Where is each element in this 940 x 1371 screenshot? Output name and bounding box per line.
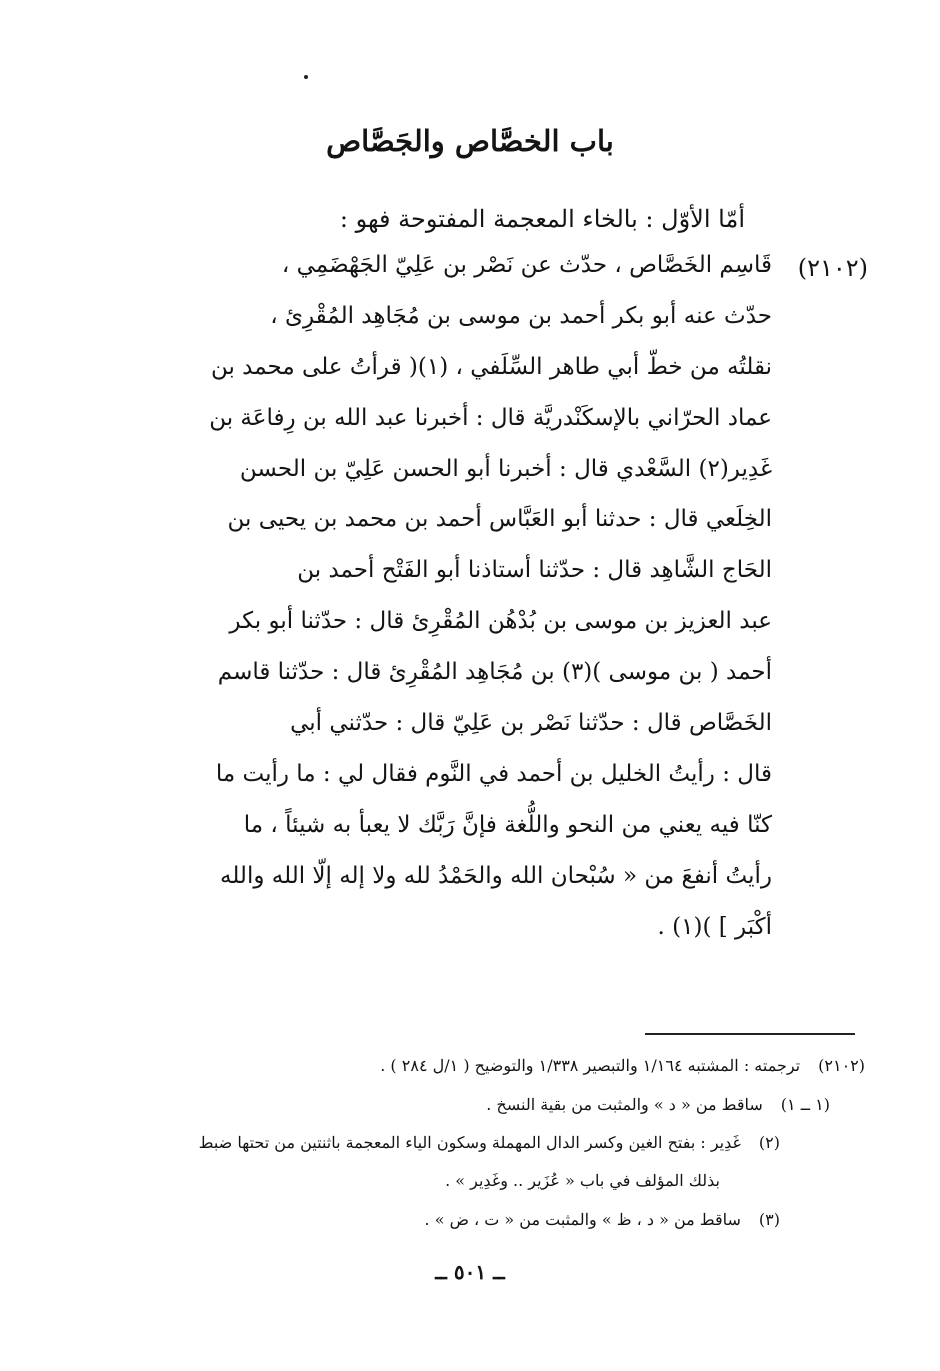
page-number: ــ ٥٠١ ــ: [435, 1260, 505, 1284]
footnote-number: (٢١٠٢): [818, 1056, 865, 1075]
body-line: غَدِير(٢) السَّعْدي قال : أخبرنا أبو الحسن عَلِيّ بن الحسن: [239, 455, 772, 482]
footnote: [199, 1129, 780, 1157]
body-line: أكْبَر ] )(١) .: [657, 913, 772, 940]
body-line: عبد العزيز بن موسى بن بُدْهُن المُقْرِئ قال : حدّثنا أبو بكر: [229, 608, 772, 635]
body-line: الحَاج الشَّاهِد قال : حدّثنا أستاذنا أبو الفَتْح أحمد بن: [297, 557, 772, 584]
footnote-text: ترجمته : المشتبه ١/١٦٤ والتبصير ١/٣٣٨ والتوضيح ( ١/ل ٢٨٤ ) .: [380, 1056, 801, 1075]
body-line: كنّا فيه يعني من النحو واللُّغة فإنَّ رَبَّك لا يعبأ به شيئاً ، ما: [243, 811, 772, 838]
footnote-number: (٣): [758, 1210, 780, 1229]
footnote: [425, 1206, 780, 1234]
body-line: أحمد ( بن موسى )(٣) بن مُجَاهِد المُقْرِئ قال : حدّثنا قاسم: [217, 659, 772, 686]
footnote-text: بذلك المؤلف في باب « عُزَير .. وغَدِير » .: [445, 1171, 720, 1190]
body-line: الخَصَّاص قال : حدّثنا نَصْر بن عَلِيّ قال : حدّثني أبي: [290, 710, 772, 737]
intro-line: أمّا الأوّل : بالخاء المعجمة المفتوحة فهو :: [339, 205, 745, 233]
body-line: رأيتُ أنفعَ من « سُبْحان الله والحَمْدُ لله ولا إله إلّا الله والله: [219, 862, 772, 889]
chapter-title: باب الخصَّاص والجَصَّاص: [326, 124, 614, 158]
footnote: [380, 1052, 865, 1080]
footnote: [486, 1091, 830, 1119]
body-line: نقلتُه من خطّ أبي طاهر السِّلَفي ، (١)( قرأتُ على محمد بن: [210, 353, 772, 380]
footnote-text: ساقط من « د » والمثبت من بقية النسخ .: [486, 1095, 763, 1114]
entry-number: (٢١٠٢): [797, 254, 868, 282]
footnote-text: ساقط من « د ، ظ » والمثبت من « ت ، ض » .: [424, 1210, 741, 1229]
footnote-number: (١ ــ ١): [780, 1095, 830, 1114]
footnote-continuation: [445, 1167, 720, 1195]
footnote-divider: [645, 1033, 855, 1035]
body-line: حدّث عنه أبو بكر أحمد بن موسى بن مُجَاهِد المُقْرِئ ،: [270, 302, 772, 329]
footnote-text: غَدِير : بفتح الغين وكسر الدال المهملة وسكون الياء المعجمة باثنتين من تحتها ضبط: [198, 1133, 741, 1152]
entry-body: [182, 240, 772, 952]
body-line: قَاسِم الخَصَّاص ، حدّث عن نَصْر بن عَلِيّ الجَهْضَمِي ،: [281, 252, 772, 278]
body-line: عماد الحرّاني بالإسكَنْدريَّة قال : أخبرنا عبد الله بن رِفاعَة بن: [209, 404, 772, 431]
body-line: قال : رأيتُ الخليل بن أحمد في النَّوم فقال لي : ما رأيت ما: [215, 760, 772, 787]
footnote-number: (٢): [758, 1133, 780, 1152]
body-line: الخِلَعي قال : حدثنا أبو العَبَّاس أحمد بن محمد بن يحيى بن: [227, 506, 772, 533]
ink-speck: [304, 75, 308, 79]
